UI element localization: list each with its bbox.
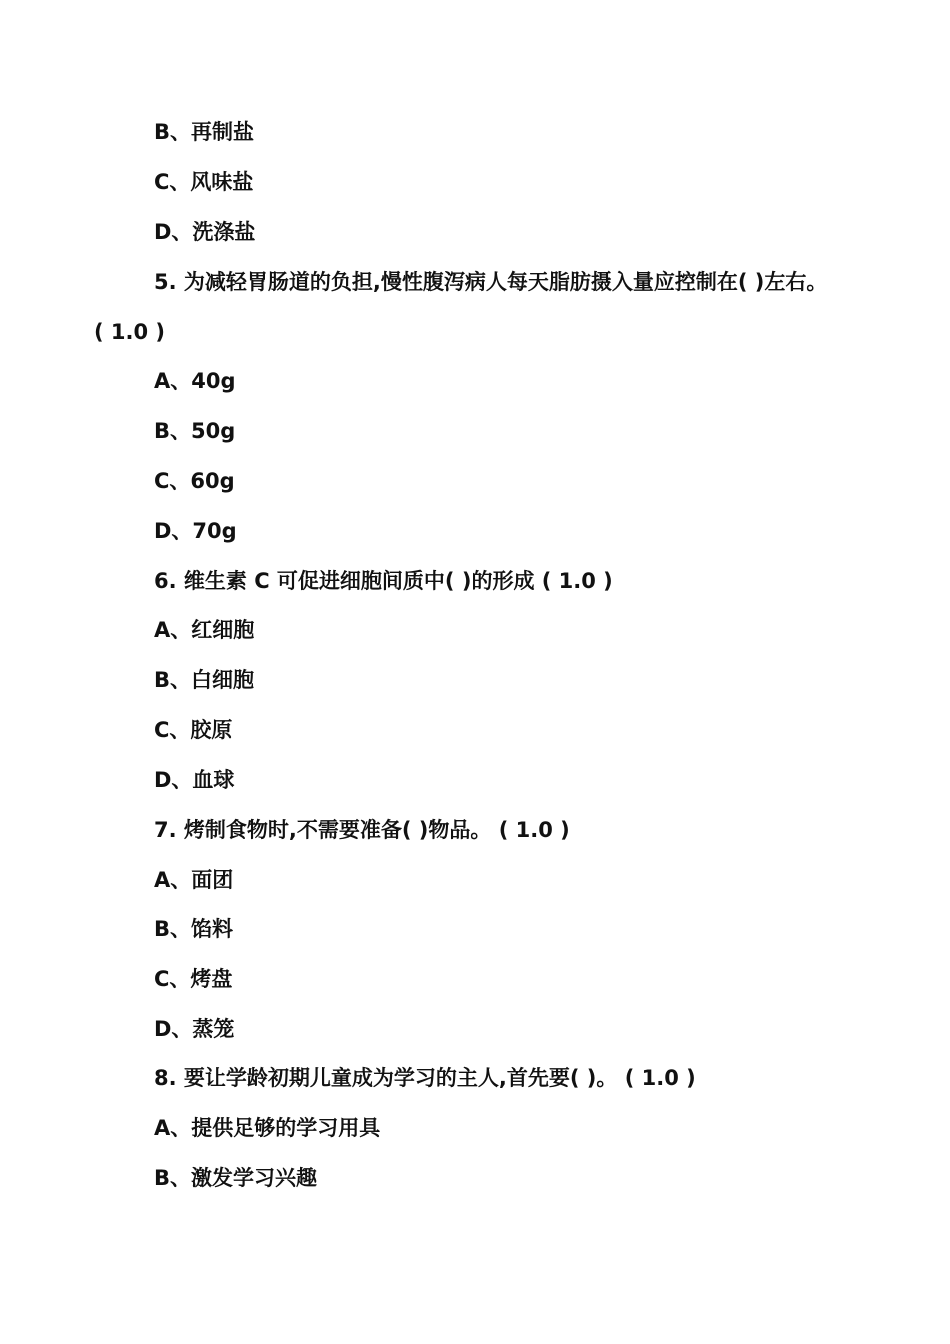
question-6: 6. 维生素 C 可促进细胞间质中( )的形成 ( 1.0 ) [154, 569, 613, 593]
option-b-q4: B、再制盐 [154, 120, 255, 144]
option-c-q6: C、胶原 [154, 718, 233, 742]
option-d-q5: D、70g [154, 519, 237, 543]
question-8: 8. 要让学龄初期儿童成为学习的主人,首先要( )。 ( 1.0 ) [154, 1066, 696, 1090]
option-a-q5: A、40g [154, 369, 236, 393]
option-a-q8: A、提供足够的学习用具 [154, 1116, 381, 1140]
option-d-q4: D、洗涤盐 [154, 220, 256, 244]
option-d-q6: D、血球 [154, 768, 235, 792]
option-d-q7: D、蒸笼 [154, 1017, 235, 1041]
option-b-q7: B、馅料 [154, 917, 234, 941]
option-c-q5: C、60g [154, 469, 235, 493]
option-c-q4: C、风味盐 [154, 170, 254, 194]
option-b-q8: B、激发学习兴趣 [154, 1166, 318, 1190]
option-a-q6: A、红细胞 [154, 618, 255, 642]
option-b-q5: B、50g [154, 419, 236, 443]
question-7: 7. 烤制食物时,不需要准备( )物品。 ( 1.0 ) [154, 818, 570, 842]
option-c-q7: C、烤盘 [154, 967, 233, 991]
question-5-score: ( 1.0 ) [94, 320, 166, 344]
option-a-q7: A、面团 [154, 868, 234, 892]
option-b-q6: B、白细胞 [154, 668, 255, 692]
question-5: 5. 为减轻胃肠道的负担,慢性腹泻病人每天脂肪摄入量应控制在( )左右。 [154, 270, 828, 294]
